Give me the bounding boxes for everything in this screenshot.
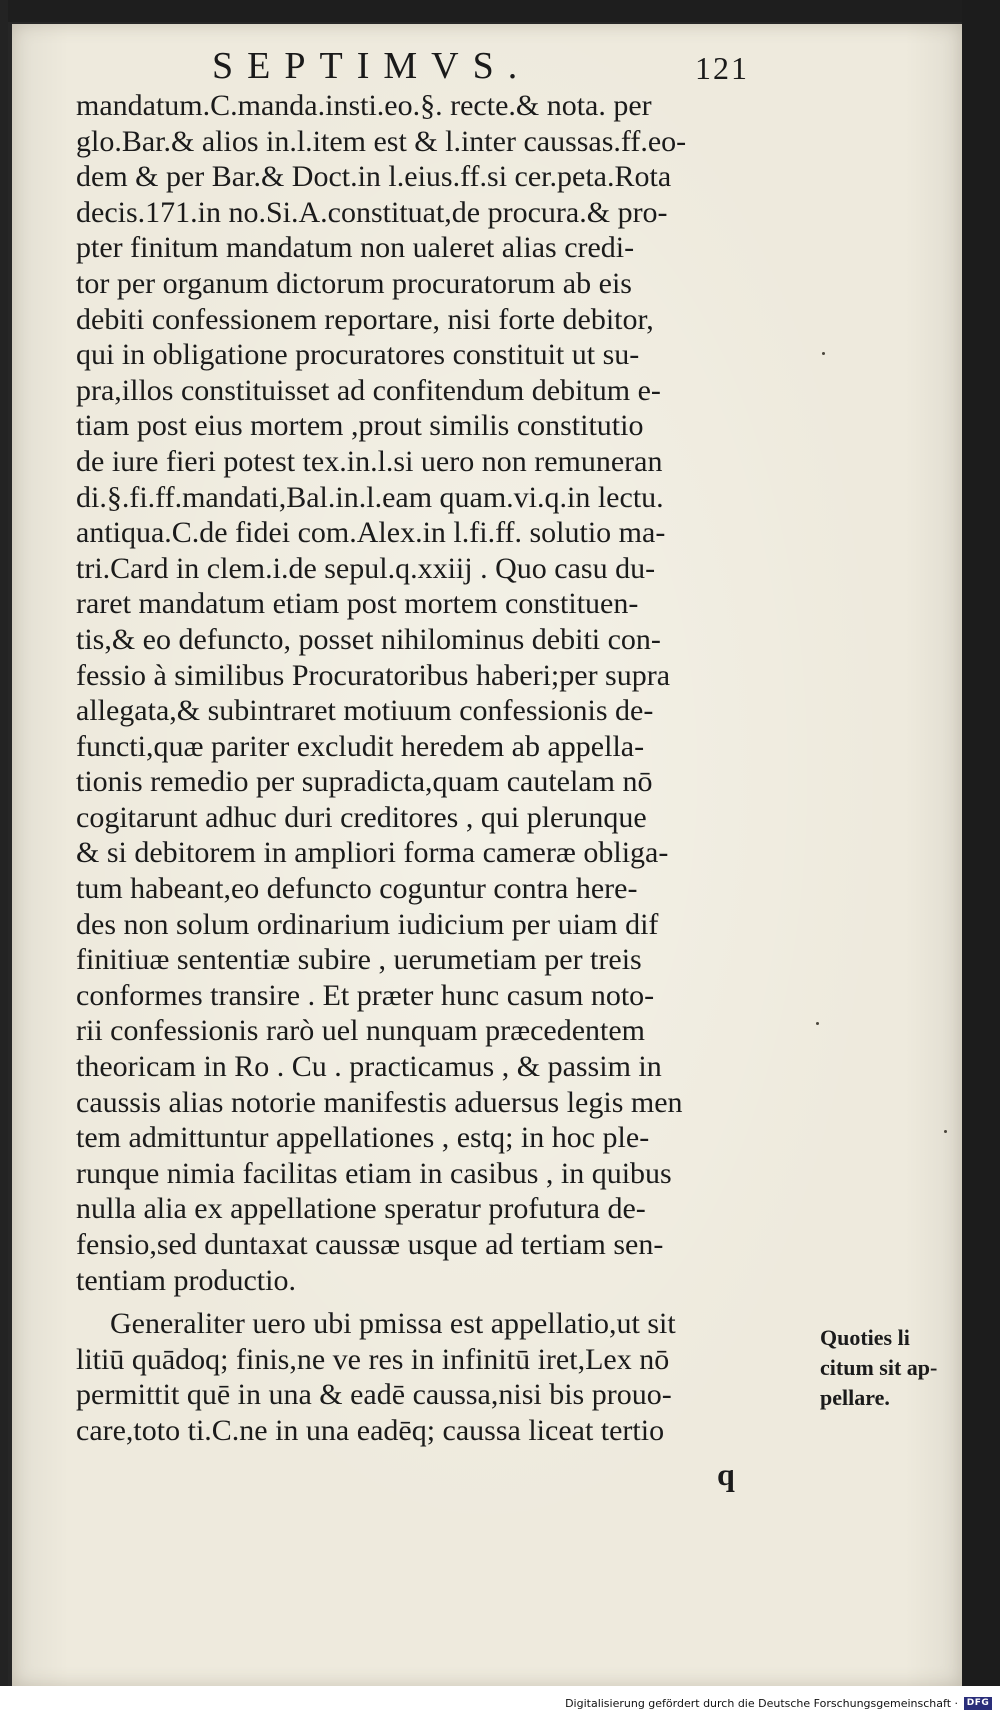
text-line: theoricam in Ro . Cu . practicamus , & passim in xyxy=(76,1050,662,1084)
paper-speck xyxy=(816,1022,819,1025)
running-title: SEPTIMVS. xyxy=(212,45,532,87)
text-line: caussis alias notorie manifestis aduersus legis men xyxy=(76,1085,683,1119)
text-line: nulla alia ex appellatione speratur profutura de- xyxy=(76,1192,646,1226)
text-line: functi,quæ pariter excludit heredem ab appella- xyxy=(76,729,645,763)
text-line: care,toto ti.C.ne in una eadēq; caussa liceat tertio xyxy=(76,1413,665,1447)
text-line: debiti confessionem reportare, nisi forte debitor, xyxy=(76,302,654,336)
text-line: fensio,sed duntaxat caussæ usque ad tertiam sen- xyxy=(76,1228,664,1261)
text-line: des non solum ordinarium iudicium per uiam dif xyxy=(76,907,659,941)
text-line: tis,& eo defuncto, posset nihilominus debiti con- xyxy=(76,622,661,656)
footer-credit: Digitalisierung gefördert durch die Deutsche Forschungsgemeinschaft · xyxy=(565,1697,958,1710)
text-line: raret mandatum etiam post mortem constituen- xyxy=(76,587,639,621)
page-number: 121 xyxy=(695,50,749,86)
signature-mark: q xyxy=(717,1456,735,1492)
text-line: cogitarunt adhuc duri creditores , qui plerunque xyxy=(76,800,647,834)
text-line: tionis remedio per supradicta,quam cautelam nō xyxy=(76,765,653,799)
scan-frame-top xyxy=(0,0,1000,22)
dfg-logo: DFG xyxy=(964,1697,992,1710)
margin-note-line: pellare. xyxy=(820,1385,890,1410)
paragraph-gap xyxy=(76,1298,816,1306)
text-line: glo.Bar.& alios in.l.item est & l.inter caussas.ff.eo- xyxy=(76,124,687,158)
margin-note xyxy=(820,1323,962,1413)
text-line: allegata,& subintraret motiuum confessionis de- xyxy=(76,694,654,728)
margin-note-line: citum sit ap- xyxy=(820,1355,938,1380)
text-line: pra,illos constituisset ad confitendum debitum e- xyxy=(76,373,661,407)
text-line: tem admittuntur appellationes , estq; in hoc ple- xyxy=(76,1121,650,1155)
text-line: tentiam productio. xyxy=(76,1263,296,1297)
text-line: tri.Card in clem.i.de sepul.q.xxiij . Quo casu du- xyxy=(76,551,656,585)
text-line: qui in obligatione procuratores constituit ut su- xyxy=(76,338,640,372)
scan-frame-left xyxy=(0,0,8,1718)
margin-note-line: Quoties li xyxy=(820,1325,910,1350)
book-page xyxy=(12,24,962,1686)
text-line: antiqua.C.de fidei com.Alex.in l.fi.ff. solutio ma- xyxy=(76,516,666,550)
text-line: tum habeant,eo defuncto coguntur contra here- xyxy=(76,872,638,906)
text-line: fessio à similibus Procuratoribus haberi;per supra xyxy=(76,658,671,692)
text-line: runque nimia facilitas etiam in casibus , in quibus xyxy=(76,1156,672,1190)
text-line: tor per organum dictorum procuratorum ab eis xyxy=(76,266,632,300)
paper-speck xyxy=(944,1130,947,1133)
text-line: dem & per Bar.& Doct.in l.eius.ff.si cer.peta.Rota xyxy=(76,160,672,194)
text-line: rii confessionis rarò uel nunquam præcedentem xyxy=(76,1014,646,1048)
text-line: tiam post eius mortem ,prout similis constitutio xyxy=(76,409,644,443)
text-line: permittit quē in una & eadē caussa,nisi bis prouo- xyxy=(76,1378,672,1412)
body-text xyxy=(76,88,816,1449)
paper-speck xyxy=(822,352,825,355)
text-line: & si debitorem in ampliori forma cameræ obliga- xyxy=(76,836,669,870)
scan-frame-right xyxy=(962,0,1000,1718)
text-line: de iure fieri potest tex.in.l.si uero non remuneran xyxy=(76,444,663,478)
text-line: conformes transire . Et præter hunc casum noto- xyxy=(76,978,655,1012)
page-header xyxy=(12,24,962,94)
text-line: finitiuæ sententiæ subire , uerumetiam per treis xyxy=(76,943,642,977)
text-line: di.§.fi.ff.mandati,Bal.in.l.eam quam.vi.q.in lectu. xyxy=(76,480,664,514)
text-line: pter finitum mandatum non ualeret alias credi- xyxy=(76,231,635,265)
text-line: Generaliter uero ubi pmissa est appellatio,ut sit xyxy=(110,1307,676,1341)
text-line: decis.171.in no.Si.A.constituat,de procura.& pro- xyxy=(76,195,668,229)
text-line: litiū quādoq; finis,ne ve res in infinitū iret,Lex nō xyxy=(76,1342,670,1376)
text-line: mandatum.C.manda.insti.eo.§. recte.& nota. per xyxy=(76,89,652,122)
